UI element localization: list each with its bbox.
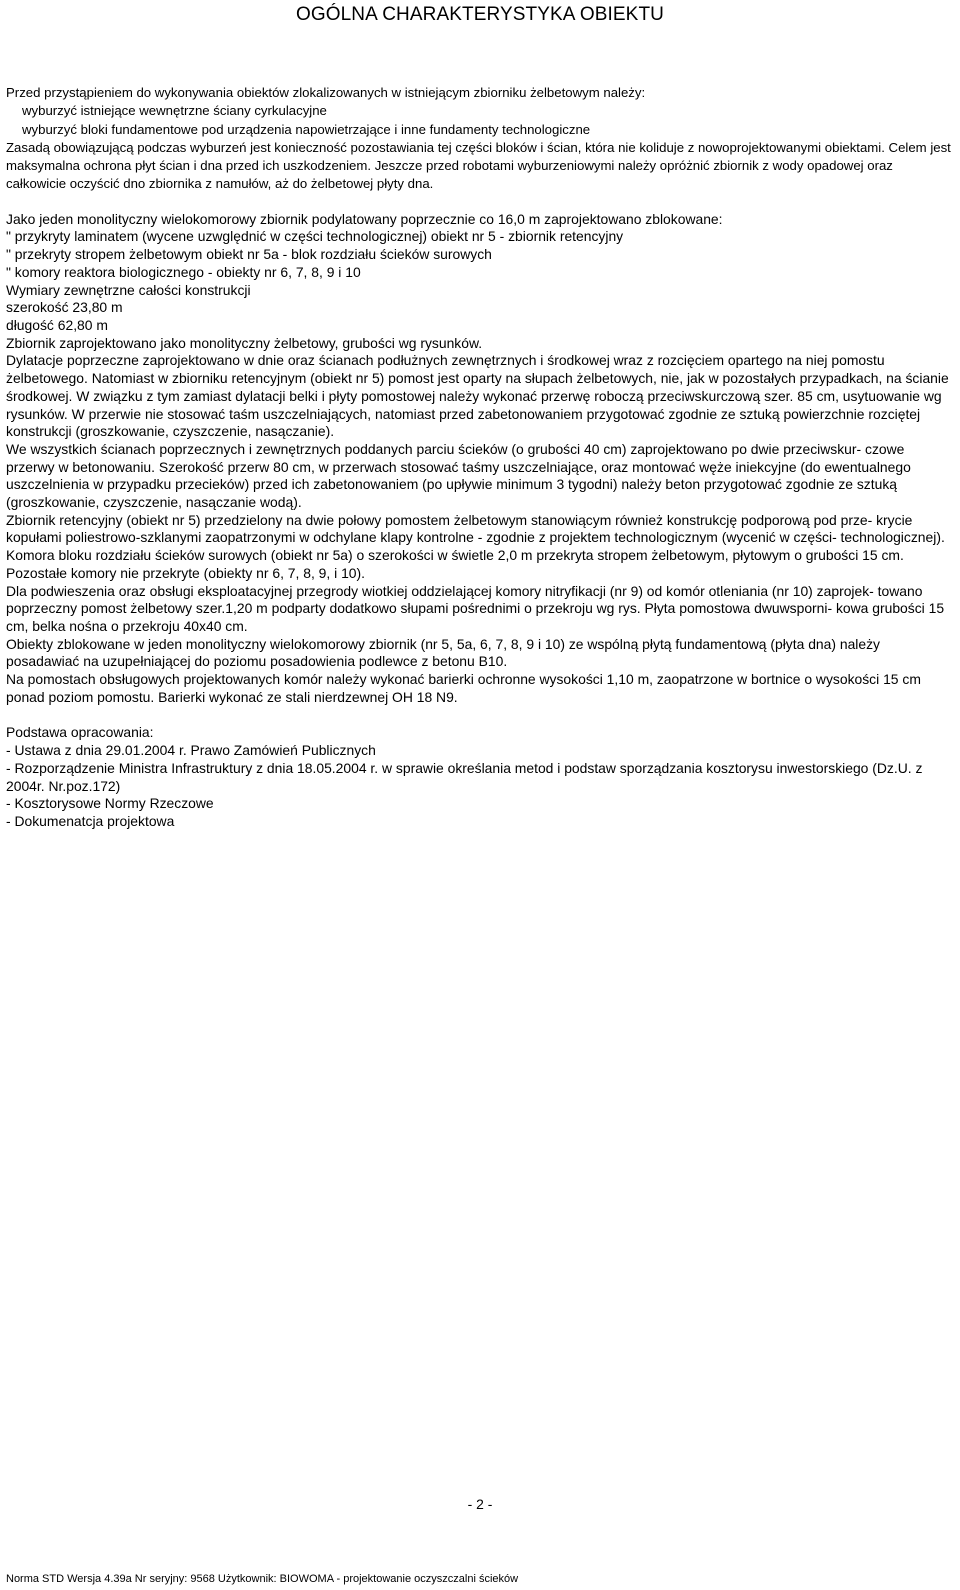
intro-list-item: wyburzyć bloki fundamentowe pod urządzenia napowietrzające i inne fundamenty technologiczne <box>22 121 591 137</box>
main-paragraph: Dla podwieszenia oraz obsługi eksploatacyjnej przegrody wiotkiej oddzielającej komory nitryfikacji (nr 9) od komór otleniania (nr 10) zaprojek- towano poprzeczny pomost żelbetowy szer.1,20 m podparty dodatkowo słupami pośrednimi o przekroju wg rys. Płyta pomostowa dwuwsporni- kowa grubości 15 cm, belka nośna o przekroju 40x40 cm. <box>6 582 945 634</box>
basis-item: - Ustawa z dnia 29.01.2004 r. Prawo Zamówień Publicznych <box>6 742 376 759</box>
document-body <box>6 84 951 831</box>
main-paragraph: Na pomostach obsługowych projektowanych komór należy wykonać barierki ochronne wysokości 1,10 m, zaopatrzone w bortnice o wysokości 15 cm ponad poziom pomostu. Barierki wykonać ze stali nierdzewnej OH 18 N9. <box>6 671 921 705</box>
page-number: - 2 - <box>467 1496 493 1512</box>
main-section <box>6 211 951 831</box>
main-paragraph: Zbiornik zaprojektowano jako monolityczny żelbetowy, grubości wg rysunków. <box>6 334 483 351</box>
intro-section <box>6 84 951 194</box>
intro-paragraph: Przed przystąpieniem do wykonywania obiektów zlokalizowanych w istniejącym zbiorniku żelbetowym należy: <box>6 85 646 100</box>
document-title: OGÓLNA CHARAKTERYSTYKA OBIEKTU <box>296 4 664 25</box>
main-list-item: " komory reaktora biologicznego - obiekty nr 6, 7, 8, 9 i 10 <box>6 263 361 280</box>
main-list-item: " przykryty laminatem (wycene uzwględnić w części technologicznej) obiekt nr 5 - zbiornik retencyjny <box>6 228 624 245</box>
dimensions-heading: Wymiary zewnętrzne całości konstrukcji <box>6 281 251 298</box>
basis-item: - Kosztorysowe Normy Rzeczowe <box>6 795 214 812</box>
basis-item: - Dokumenatcja projektowa <box>6 812 175 829</box>
main-paragraph: Zbiornik retencyjny (obiekt nr 5) przedzielony na dwie połowy pomostem żelbetowym stanowiącym również konstrukcję podporową pod prze- krycie kopułami poliestrowo-szklanymi zaopatrzonymi w odchylane klapy kontrolne - zgodnie z projektem technologicznym (wycenić w części- technologicznej). <box>6 511 945 546</box>
main-paragraph: Dylatacje poprzeczne zaprojektowano w dnie oraz ścianach podłużnych zewnętrznych i środkowej wraz z rozcięciem opartego na niej pomostu żelbetowego. Natomiast w zbiorniku retencyjnym (obiekt nr 5) pomost jest oparty na słupach żelbetowych, nie, jak w pozostałych przypadkach, na ścianie środkowej. W związku z tym zamiast dylatacji belki i płyty pomostowej należy wykonać przerwę roboczą przeciwskurczową szer. 85 cm, usytuowanie wg rysunków. W przerwie nie stosować taśm uszczelniających, natomiast przed zabetonowaniem przygotować zgodnie ze sztuką powierzchnie rozciętej konstrukcji (groszkowanie, czyszczenie, nasączanie). <box>6 352 949 440</box>
main-paragraph: We wszystkich ścianach poprzecznych i zewnętrznych poddanych parciu ścieków (o grubości 40 cm) zaprojektowano po dwie przeciwskur- czowe przerwy w betonowaniu. Szerokość przerw 80 cm, w przerwach stosować taśmy uszczelniające, oraz montować węże iniekcyjne (do ewentualnego uszczelnienia w przypadku przecieków) przed ich zabetonowaniem (po upływie minimum 3 tygodni) należy beton przygotować zgodnie ze sztuką (groszkowanie, czyszczenie, nasączanie wodą). <box>6 440 911 511</box>
section-spacer <box>6 706 951 724</box>
main-paragraph: Komora bloku rozdziału ścieków surowych (obiekt nr 5a) o szerokości w świetle 2,0 m przekryta stropem żelbetowym, płytowym o grubości 15 cm. Pozostałe komory nie przekryte (obiekty nr 6, 7, 8, 9, i 10). <box>6 547 904 581</box>
footer-text: Norma STD Wersja 4.39a Nr seryjny: 9568 Użytkownik: BIOWOMA - projektowanie oczyszczalni ścieków <box>6 1573 519 1585</box>
main-paragraph: Jako jeden monolityczny wielokomorowy zbiornik podylatowany poprzecznie co 16,0 m zaprojektowano zblokowane: <box>6 210 723 227</box>
basis-heading: Podstawa opracowania: <box>6 724 154 741</box>
dimension-width: szerokość 23,80 m <box>6 299 123 316</box>
main-list-item: " przekryty stropem żelbetowym obiekt nr 5a - blok rozdziału ścieków surowych <box>6 246 492 263</box>
dimension-length: długość 62,80 m <box>6 317 108 333</box>
main-paragraph: Obiekty zblokowane w jeden monolityczny wielokomorowy zbiornik (nr 5, 5a, 6, 7, 8, 9 i 10) ze wspólną płytą fundamentową (płyta dna) należy posadawiać na uzupełniającej do poziomu posadowienia podlewce z betonu B10. <box>6 635 881 670</box>
intro-paragraph: Zasadą obowiązującą podczas wyburzeń jest konieczność pozostawiania tej części bloków i ścian, która nie koliduje z nowoprojektowanymi obiektami. Celem jest maksymalna ochrona płyt ścian i dna przed ich uszkodzeniem. Jeszcze przed robotami wyburzeniowymi należy opróżnić zbiornik z wody opadowej oraz całkowicie oczyścić dno zbiornika z namułów, aż do żelbetowej płyty dna. <box>6 139 951 192</box>
intro-list-item: wyburzyć istniejące wewnętrzne ściany cyrkulacyjne <box>22 103 327 119</box>
basis-item: - Rozporządzenie Ministra Infrastruktury z dnia 18.05.2004 r. w sprawie określania metod i podstaw sporządzania kosztorysu inwestorskiego (Dz.U. z 2004r. Nr.poz.172) <box>6 759 923 794</box>
